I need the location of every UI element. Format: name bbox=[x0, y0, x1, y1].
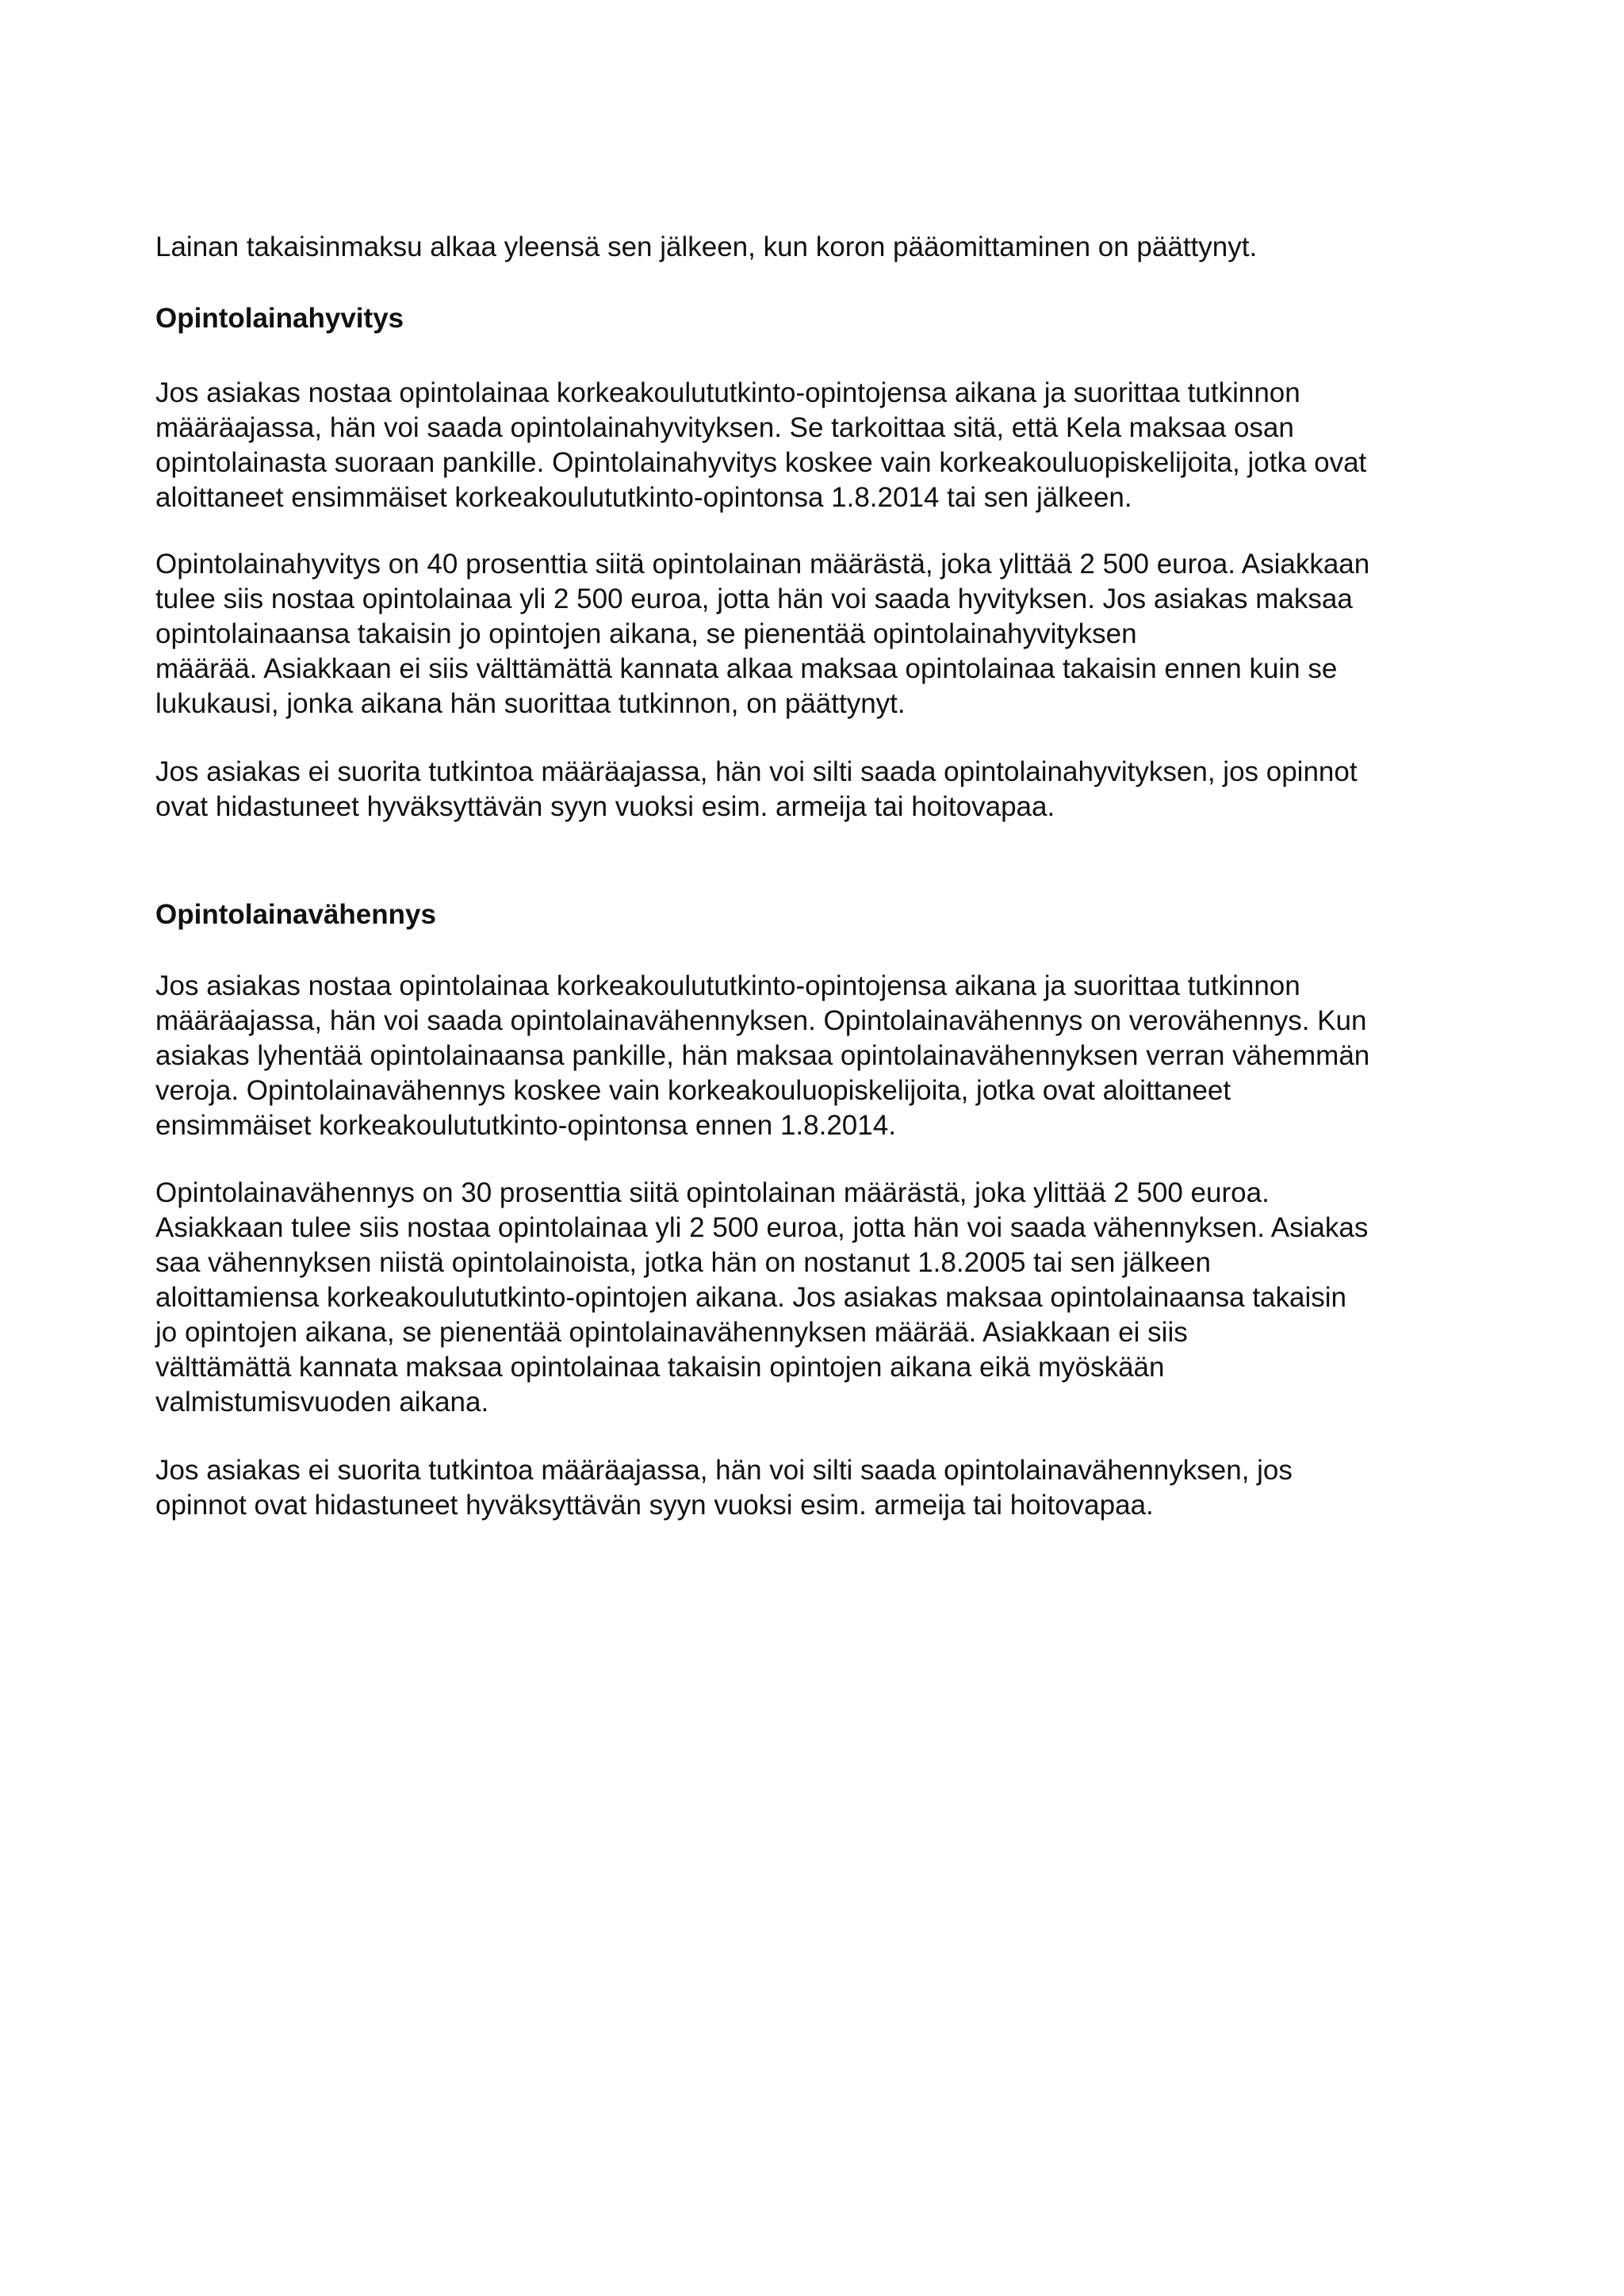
text-line: määräajassa, hän voi saada opintolainahyvityksen. Se tarkoittaa sitä, että Kela maksaa osan bbox=[155, 412, 1294, 443]
text-line: valmistumisvuoden aikana. bbox=[155, 1387, 489, 1418]
text-line: määräajassa, hän voi saada opintolainavähennyksen. Opintolainavähennys on verovähennys. Kun bbox=[155, 1005, 1367, 1036]
text-line: Jos asiakas nostaa opintolainaa korkeakoulututkinto-opintojensa aikana ja suorittaa tutkinnon bbox=[155, 970, 1300, 1001]
text-line: Opintolainavähennys on 30 prosenttia siitä opintolainan määrästä, joka ylittää 2 500 euroa. bbox=[155, 1177, 1270, 1208]
text-line: Jos asiakas ei suorita tutkintoa määräajassa, hän voi silti saada opintolainavähennyksen, jos bbox=[155, 1455, 1293, 1486]
vahennys-paragraph-3 bbox=[155, 1453, 1519, 1523]
heading-text: Opintolainavähennys bbox=[155, 899, 436, 930]
text-line: aloittamiensa korkeakoulututkinto-opintojen aikana. Jos asiakas maksaa opintolainaansa takaisin bbox=[155, 1282, 1347, 1313]
text-line: aloittaneet ensimmäiset korkeakoulututkinto-opintonsa 1.8.2014 tai sen jälkeen. bbox=[155, 482, 1132, 513]
text-line: Opintolainahyvitys on 40 prosenttia siitä opintolainan määrästä, joka ylittää 2 500 euroa. Asiakkaan bbox=[155, 549, 1370, 580]
text-line: opintolainaansa takaisin jo opintojen aikana, se pienentää opintolainahyvityksen bbox=[155, 618, 1137, 649]
text-line: opinnot ovat hidastuneet hyväksyttävän syyn vuoksi esim. armeija tai hoitovapaa. bbox=[155, 1490, 1154, 1521]
text-line: asiakas lyhentää opintolainaansa pankille, hän maksaa opintolainavähennyksen verran vähemmän bbox=[155, 1040, 1370, 1071]
heading-opintolainavahennys bbox=[155, 897, 1519, 932]
text-line: Jos asiakas ei suorita tutkintoa määräajassa, hän voi silti saada opintolainahyvityksen, jos opinnot bbox=[155, 756, 1358, 787]
text-line: opintolainasta suoraan pankille. Opintolainahyvitys koskee vain korkeakouluopiskelijoita, jotka ovat bbox=[155, 447, 1367, 478]
hyvitys-paragraph-1 bbox=[155, 376, 1519, 515]
text-line: ensimmäiset korkeakoulututkinto-opintonsa ennen 1.8.2014. bbox=[155, 1110, 896, 1141]
text-line: Asiakkaan tulee siis nostaa opintolainaa yli 2 500 euroa, jotta hän voi saada vähennyksen. Asiakas bbox=[155, 1212, 1369, 1243]
text-line: veroja. Opintolainavähennys koskee vain korkeakouluopiskelijoita, jotka ovat aloittaneet bbox=[155, 1075, 1231, 1106]
vahennys-paragraph-1 bbox=[155, 969, 1519, 1143]
intro-paragraph bbox=[155, 230, 1519, 265]
text-line: saa vähennyksen niistä opintolainoista, jotka hän on nostanut 1.8.2005 tai sen jälkeen bbox=[155, 1247, 1211, 1278]
text-line: Lainan takaisinmaksu alkaa yleensä sen jälkeen, kun koron pääomittaminen on päättynyt. bbox=[155, 232, 1258, 262]
heading-text: Opintolainahyvitys bbox=[155, 303, 404, 334]
text-line: tulee siis nostaa opintolainaa yli 2 500 euroa, jotta hän voi saada hyvityksen. Jos asiakas maksaa bbox=[155, 584, 1353, 614]
text-line: välttämättä kannata maksaa opintolainaa takaisin opintojen aikana eikä myöskään bbox=[155, 1352, 1165, 1383]
text-line: ovat hidastuneet hyväksyttävän syyn vuoksi esim. armeija tai hoitovapaa. bbox=[155, 791, 1055, 822]
text-line: Jos asiakas nostaa opintolainaa korkeakoulututkinto-opintojensa aikana ja suorittaa tutkinnon bbox=[155, 377, 1300, 408]
text-line: jo opintojen aikana, se pienentää opintolainavähennyksen määrää. Asiakkaan ei siis bbox=[155, 1317, 1188, 1348]
text-line: määrää. Asiakkaan ei siis välttämättä kannata alkaa maksaa opintolainaa takaisin ennen kuin se bbox=[155, 653, 1338, 684]
vahennys-paragraph-2 bbox=[155, 1176, 1519, 1420]
hyvitys-paragraph-2 bbox=[155, 547, 1519, 721]
heading-opintolainahyvitys bbox=[155, 301, 1519, 336]
hyvitys-paragraph-3 bbox=[155, 755, 1519, 825]
text-line: lukukausi, jonka aikana hän suorittaa tutkinnon, on päättynyt. bbox=[155, 688, 906, 719]
